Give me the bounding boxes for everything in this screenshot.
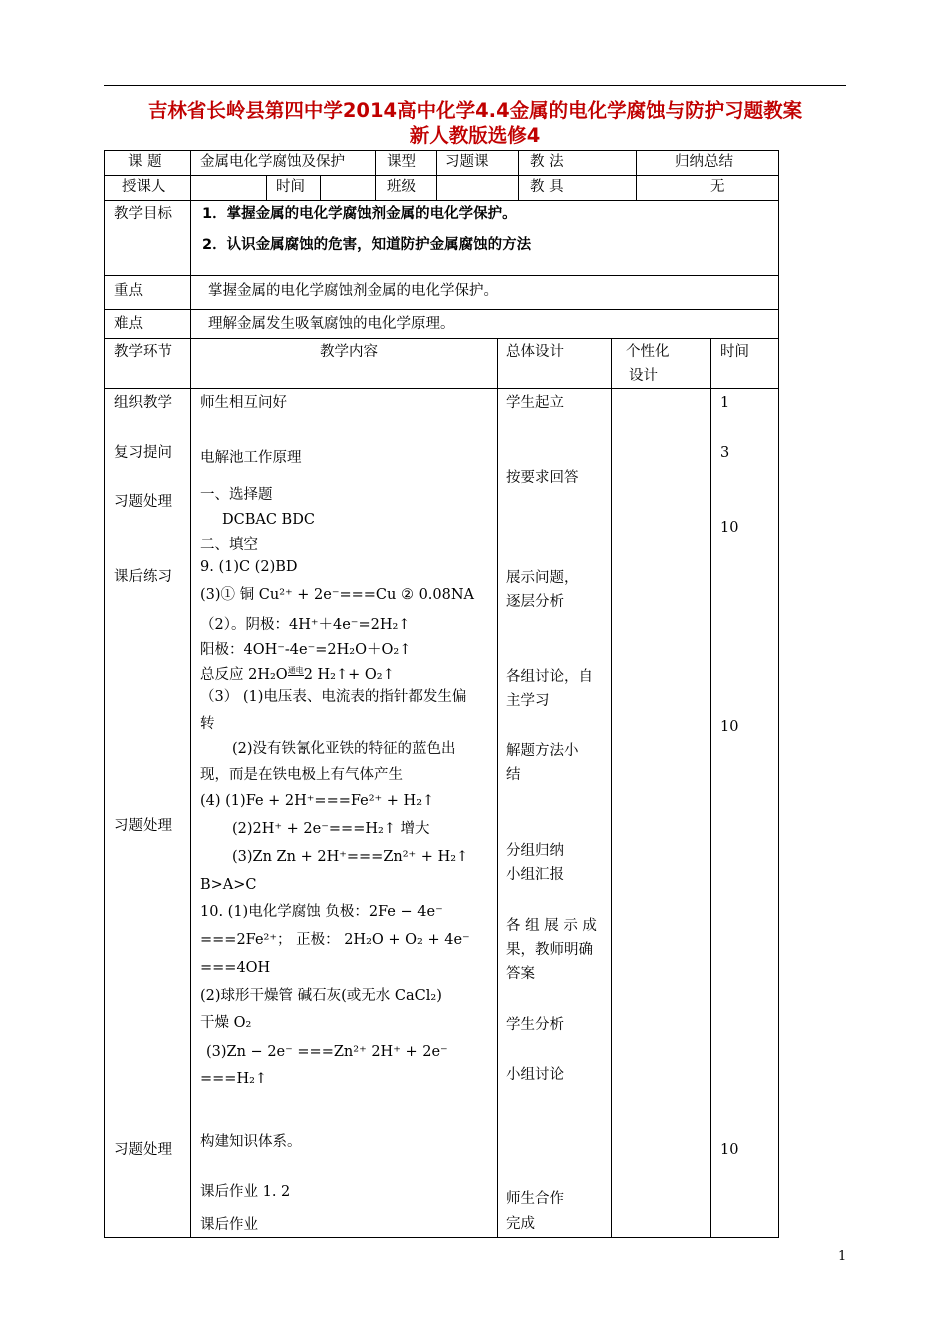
design-line: 完成	[506, 1216, 535, 1232]
content-line: 9. (1)C (2)BD	[200, 559, 298, 575]
stage-3: 习题处理	[114, 494, 172, 510]
stage-5: 习题处理	[114, 818, 172, 834]
stage-4: 课后练习	[114, 569, 172, 585]
content-line: (4) (1)Fe + 2H⁺===Fe²⁺ + H₂↑	[200, 793, 435, 809]
content-line: （2）。阴极：4H⁺＋4e⁻=2H₂↑	[200, 617, 411, 633]
stage-1: 组织教学	[114, 395, 172, 411]
content-line: B>A>C	[200, 877, 257, 893]
content-line: 课后作业	[200, 1217, 258, 1233]
teacher-label: 授课人	[122, 179, 166, 195]
design-line: 果，教师明确	[506, 942, 593, 958]
topic-value: 金属电化学腐蚀及保护	[200, 154, 345, 170]
column-personal-2: 设计	[629, 368, 658, 384]
objective-1: 1．掌握金属的电化学腐蚀剂金属的电化学保护。	[202, 206, 517, 222]
design-line: 各组讨论，自	[506, 669, 593, 685]
time-value: 10	[720, 719, 739, 735]
content-line: 课后作业 1. 2	[200, 1184, 291, 1200]
difficulty-value: 理解金属发生吸氧腐蚀的电化学原理。	[208, 316, 455, 332]
content-line: 10. (1)电化学腐蚀 负极：2Fe − 4e⁻	[200, 904, 443, 920]
design-line: 学生起立	[506, 395, 564, 411]
objectives-label: 教学目标	[114, 206, 172, 222]
objective-2: 2．认识金属腐蚀的危害，知道防护金属腐蚀的方法	[202, 237, 532, 253]
content-line: 转	[200, 716, 215, 732]
page-number: 1	[838, 1249, 847, 1264]
document-title-line-1: 吉林省长岭县第四中学2014高中化学4.4金属的电化学腐蚀与防护习题教案	[147, 99, 803, 122]
design-line: 答案	[506, 966, 535, 982]
type-label: 课型	[387, 154, 416, 170]
time-value: 10	[720, 520, 739, 536]
content-line: 电解池工作原理	[200, 450, 302, 466]
content-line: 现，而是在铁电极上有气体产生	[200, 767, 403, 783]
content-line: 师生相互问好	[200, 395, 287, 411]
design-line: 各 组 展 示 成	[506, 918, 597, 934]
design-line: 展示问题，	[506, 570, 579, 586]
design-line: 分组归纳	[506, 843, 564, 859]
content-line: 干燥 O₂	[200, 1015, 252, 1031]
design-line: 学生分析	[506, 1017, 564, 1033]
column-time: 时间	[720, 344, 749, 360]
content-line: ===4OH	[200, 960, 271, 976]
content-line: 构建知识体系。	[200, 1134, 302, 1150]
difficulty-label: 难点	[114, 316, 143, 332]
content-line: DCBAC BDC	[222, 512, 315, 528]
stage-2: 复习提问	[114, 445, 172, 461]
document-title-line-2: 新人教版选修4	[409, 124, 541, 147]
content-line: (2)没有铁氰化亚铁的特征的蓝色出	[232, 741, 456, 757]
column-design: 总体设计	[506, 344, 564, 360]
design-line: 逐层分析	[506, 594, 564, 610]
column-personal-1: 个性化	[626, 344, 670, 360]
design-line: 结	[506, 767, 521, 783]
total-reaction-left: 总反应 2H₂O	[200, 667, 288, 683]
topic-label: 课 题	[128, 154, 162, 170]
column-content: 教学内容	[320, 344, 378, 360]
design-line: 按要求回答	[506, 470, 579, 486]
total-reaction-line	[200, 664, 395, 686]
tools-label: 教 具	[530, 179, 564, 195]
content-line: （3） (1)电压表、电流表的指针都发生偏	[200, 689, 467, 705]
design-line: 小组讨论	[506, 1067, 564, 1083]
method-value: 归纳总结	[675, 154, 733, 170]
time-value: 10	[720, 1142, 739, 1158]
method-label: 教 法	[530, 154, 564, 170]
stage-6: 习题处理	[114, 1142, 172, 1158]
content-line: (2)2H⁺ + 2e⁻===H₂↑ 增大	[232, 821, 430, 837]
time-value: 3	[720, 445, 730, 461]
content-line: (3)Zn Zn + 2H⁺===Zn²⁺ + H₂↑	[232, 849, 469, 865]
key-point-label: 重点	[114, 283, 143, 299]
class-label: 班级	[387, 179, 416, 195]
design-line: 小组汇报	[506, 867, 564, 883]
content-line: ===H₂↑	[200, 1071, 268, 1087]
content-line: (2)球形干燥管 碱石灰(或无水 CaCl₂)	[200, 988, 442, 1004]
content-line: ===2Fe²⁺； 正极： 2H₂O + O₂ + 4e⁻	[200, 932, 470, 948]
tools-value: 无	[710, 179, 725, 195]
design-line: 师生合作	[506, 1191, 564, 1207]
type-value: 习题课	[445, 154, 489, 170]
design-line: 主学习	[506, 693, 550, 709]
time-value: 1	[720, 395, 730, 411]
column-stage: 教学环节	[114, 344, 172, 360]
time-label: 时间	[276, 179, 305, 195]
electrolysis-condition: 通电	[287, 666, 304, 675]
total-reaction-right: 2 H₂↑+ O₂↑	[303, 667, 395, 683]
top-rule	[104, 85, 846, 86]
design-line: 解题方法小	[506, 743, 579, 759]
content-line: (3)① 铜 Cu²⁺ + 2e⁻===Cu ② 0.08NA	[200, 587, 475, 603]
content-line: (3)Zn − 2e⁻ ===Zn²⁺ 2H⁺ + 2e⁻	[206, 1044, 448, 1060]
content-line: 阳极：4OH⁻-4e⁻=2H₂O＋O₂↑	[200, 642, 412, 658]
key-point-value: 掌握金属的电化学腐蚀剂金属的电化学保护。	[208, 283, 498, 299]
content-line: 一、选择题	[200, 487, 273, 503]
content-line: 二、填空	[200, 537, 258, 553]
